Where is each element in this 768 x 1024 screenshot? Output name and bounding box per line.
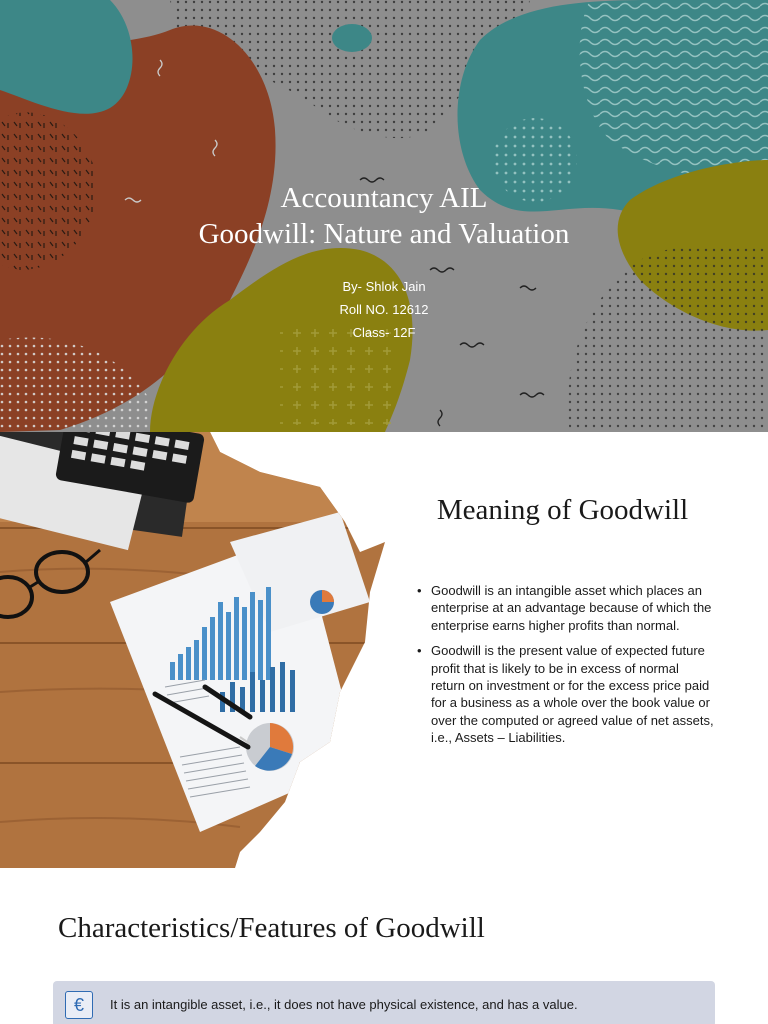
bullet-item: • Goodwill is an intangible asset which places an enterprise at an advantage because of which the enterprise earns higher profits than normal. xyxy=(415,582,715,634)
meaning-bullet-list xyxy=(415,582,715,755)
class-line: Class- 12F xyxy=(352,325,416,340)
euro-icon: € xyxy=(65,991,93,1019)
desk-photo xyxy=(0,432,400,868)
slide1-title xyxy=(0,180,768,252)
author-line: By- Shlok Jain xyxy=(342,279,426,294)
feature-item xyxy=(53,981,715,1024)
title-line-1: Accountancy AIL xyxy=(280,182,488,214)
slide1-subtitle xyxy=(0,275,768,344)
meaning-heading: Meaning of Goodwill xyxy=(436,494,689,526)
characteristics-heading: Characteristics/Features of Goodwill xyxy=(58,912,485,944)
feature-text: It is an intangible asset, i.e., it does not have physical existence, and has a value. xyxy=(110,997,578,1012)
characteristics-slide xyxy=(0,868,768,1024)
meaning-slide xyxy=(0,432,768,868)
title-slide xyxy=(0,0,768,432)
bullet-item: • Goodwill is the present value of expected future profit that is likely to be in excess of normal return on investment or for the excess price paid for a business as a whole over the book value or over the computed or agreed value of net assets, i.e., Assets – Liabilities. xyxy=(415,642,715,746)
title-line-2: Goodwill: Nature and Valuation xyxy=(198,218,570,250)
roll-line: Roll NO. 12612 xyxy=(339,302,429,317)
